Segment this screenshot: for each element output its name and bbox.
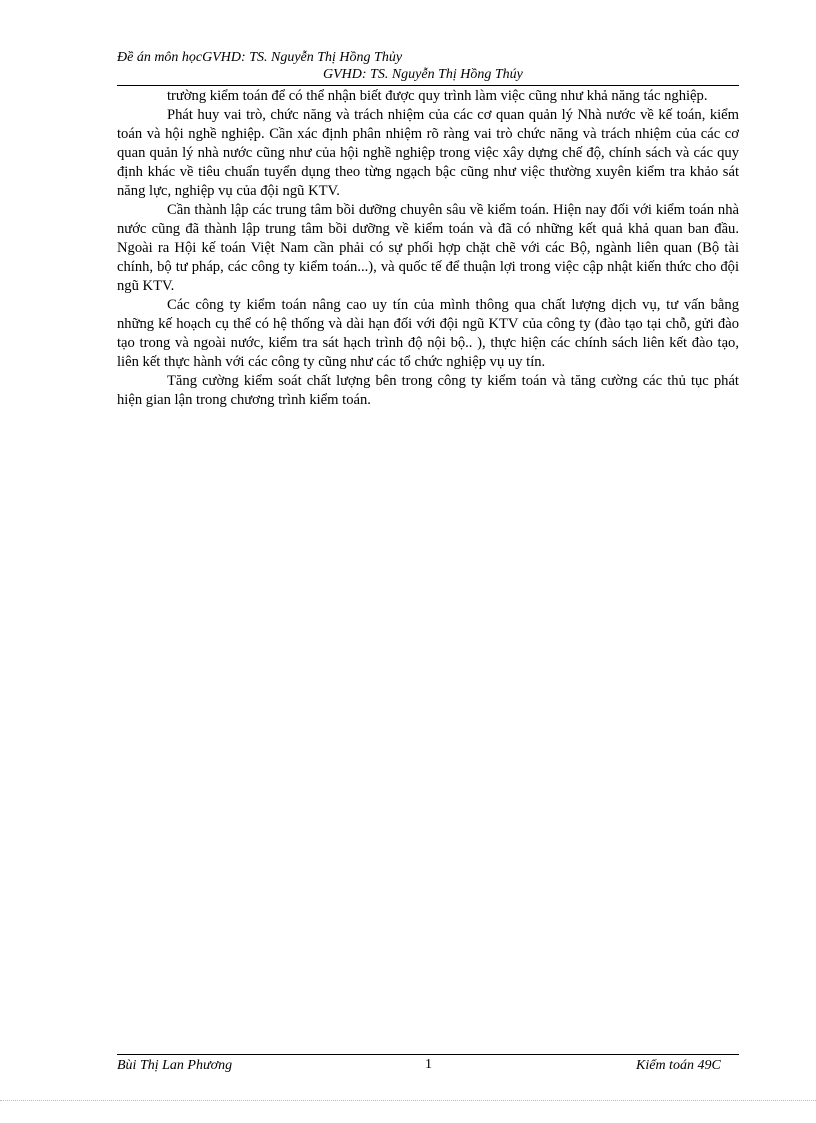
page-number: 1 (425, 1057, 432, 1072)
header-divider (117, 85, 739, 86)
footer-class: Kiểm toán 49C (636, 1058, 721, 1073)
paragraph-1: trường kiểm toán để có thể nhận biết được quy trình làm việc cũng như khả năng tác nghiệp. (167, 88, 708, 104)
paragraph-2: Phát huy vai trò, chức năng và trách nhiệm của các cơ quan quản lý Nhà nước về kế toán, kiểm toán và hội nghề nghiệp. Cần xác định phân nhiệm rõ ràng vai trò chức năng và trách nhiệm của các cơ quan quản lý nhà nước cũng như của hội nghề nghiệp trong việc xây dựng chế độ, chính sách và các quy định khác về tiêu chuẩn tuyển dụng theo từng ngạch bậc cũng như việc thường xuyên kiểm tra khảo sát năng lực, nghiệp vụ của đội ngũ KTV. (117, 107, 739, 199)
footer-author: Bùi Thị Lan Phương (117, 1058, 233, 1073)
page-bottom-guide (0, 1100, 816, 1101)
paragraph-4: Các công ty kiểm toán nâng cao uy tín của mình thông qua chất lượng dịch vụ, tư vấn bằng những kế hoạch cụ thể có hệ thống và dài hạn đối với đội ngũ KTV của công ty (đào tạo tại chỗ, gửi đào tạo trong và ngoài nước, kiểm tra sát hạch trình độ nội bộ.. ), thực hiện các chính sách liên kết đào tạo, liên kết thực hành với các công ty cũng như các tổ chức nghiệp vụ uy tín. (117, 297, 739, 370)
paragraph-3: Cần thành lập các trung tâm bồi dưỡng chuyên sâu về kiểm toán. Hiện nay đối với kiểm toán nhà nước cũng đã thành lập trung tâm bồi dưỡng về kiểm toán và đã có những kết quả khả quan ban đầu. Ngoài ra Hội kế toán Việt Nam cần phải có sự phối hợp chặt chẽ với các Bộ, ngành liên quan (Bộ tài chính, bộ tư pháp, các công ty kiểm toán...), và quốc tế để thuận lợi trong việc cập nhật kiến thức cho đội ngũ KTV. (117, 202, 739, 294)
footer-divider (117, 1054, 739, 1055)
header-line-2: GVHD: TS. Nguyễn Thị Hồng Thúy (323, 67, 523, 82)
header-line-1: Đề án môn họcGVHD: TS. Nguyễn Thị Hồng Thủy (117, 50, 403, 65)
paragraph-5: Tăng cường kiểm soát chất lượng bên trong công ty kiểm toán và tăng cường các thủ tục phát hiện gian lận trong chương trình kiểm toán. (117, 373, 739, 408)
document-body (117, 87, 739, 410)
